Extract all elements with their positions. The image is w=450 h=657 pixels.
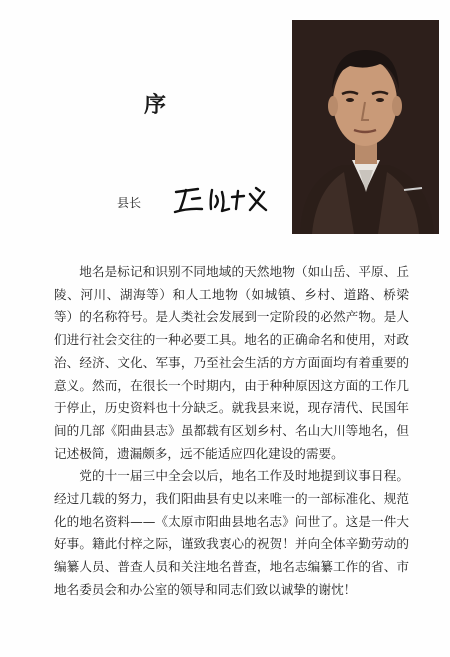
preface-body (54, 261, 409, 602)
portrait-illustration (292, 20, 439, 234)
page-title: 序 (144, 92, 169, 118)
author-portrait-photo (292, 20, 439, 234)
author-title: 县长 (117, 196, 142, 210)
preface-paragraph: 地名是标记和识别不同地域的天然地物（如山岳、平原、丘陵、河川、湖海等）和人工地物（如城镇、乡村、道路、桥梁等）的名称符号。是人类社会发展到一定阶段的必然产物。是人们进行社会交往的一种必要工具。地名的正确命名和使用，对政治、经济、文化、军事，乃至社会生活的方方面面均有着重要的意义。然而，在很长一个时期内，由于种种原因这方面的工作几于停止，历史资料也十分缺乏。就我县来说，现存清代、民国年间的几部《阳曲县志》虽都载有区划乡村、名山大川等地名，但记述极简，遗漏颇多，远不能适应四化建设的需要。 (54, 264, 409, 461)
handwritten-signature (172, 182, 272, 216)
preface-paragraph: 党的十一届三中全会以后，地名工作及时地提到议事日程。经过几载的努力，我们阳曲县有史以来唯一的一部标准化、规范化的地名资料——《太原市阳曲县地名志》问世了。这是一件大好事。籍此付梓之际，谨致我衷心的祝贺！并向全体辛勤劳动的编纂人员、普查人员和关注地名普查，地名志编纂工作的省、市地名委员会和办公室的领导和同志们致以诚挚的谢忱！ (54, 468, 409, 597)
